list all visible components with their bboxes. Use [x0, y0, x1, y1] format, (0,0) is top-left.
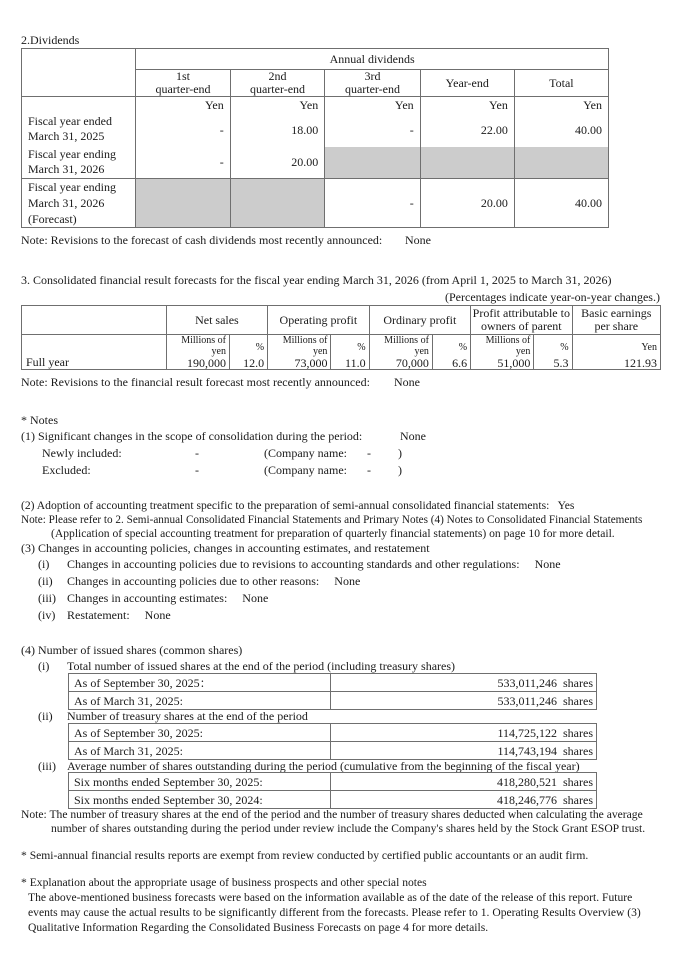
profit-attributable-cell: Millions of yen 51,000	[471, 335, 534, 370]
table-row	[69, 773, 597, 791]
item3-sub1-num: (i)	[38, 557, 50, 571]
forecast-year-end: 20.00	[420, 179, 514, 228]
excluded-value: -	[195, 463, 199, 477]
forecast-q3: -	[325, 179, 420, 228]
col-net-sales: Net sales	[166, 306, 267, 335]
excluded-company-label: (Company name:	[264, 463, 347, 477]
forecast-corner-cell	[22, 306, 167, 335]
shares-group1-num: (i)	[38, 659, 50, 673]
item3-sub2-value: None	[334, 574, 361, 588]
shares-row-value: 418,246,776 shares	[331, 791, 597, 809]
table-row	[69, 692, 597, 710]
dividends-heading: 2.Dividends	[21, 33, 80, 47]
excluded-company-value: -	[367, 463, 371, 477]
shares-note-1: Note: The number of treasury shares at the end of the period and the number of treasury shares deducted when calculating the average	[21, 808, 643, 821]
shares-group2-table	[68, 723, 597, 760]
table-row	[69, 742, 597, 760]
fy2025-year-end: 22.00	[420, 115, 514, 147]
col-header-total: Total	[514, 70, 608, 97]
shares-group3-table	[68, 772, 597, 809]
fy2026-year-end-blank	[420, 147, 514, 179]
shares-row-value: 418,280,521 shares	[331, 773, 597, 791]
shares-group3-title: Average number of shares outstanding during the period (cumulative from the beginning of the fiscal year)	[67, 759, 580, 773]
shares-row-label: As of September 30, 2025：	[69, 674, 331, 692]
notes-item1: (1) Significant changes in the scope of consolidation during the period:	[21, 429, 363, 443]
newly-included-company-close: )	[398, 446, 402, 460]
dividends-note: Note: Revisions to the forecast of cash dividends most recently announced:	[21, 233, 383, 247]
fy2025-q2: 18.00	[230, 115, 325, 147]
shares-group1-title: Total number of issued shares at the end of the period (including treasury shares)	[67, 659, 456, 673]
operating-profit-cell: Millions of yen 73,000	[268, 335, 331, 370]
dividends-table	[21, 48, 609, 228]
newly-included-value: -	[195, 446, 199, 460]
shares-group3-num: (iii)	[38, 759, 56, 773]
excluded-label: Excluded:	[42, 463, 91, 477]
col-eps: Basic earnings per share	[572, 306, 660, 335]
item3-sub1: Changes in accounting policies due to revisions to accounting standards and other regulations: None	[67, 557, 561, 571]
col-header-q1: 1st quarter-end	[136, 70, 231, 97]
fy2025-total: 40.00	[514, 115, 608, 147]
notes-heading: * Notes	[21, 413, 58, 427]
forecast-q1-blank	[136, 179, 231, 228]
shares-row-label: As of September 30, 2025:	[69, 724, 331, 742]
item3-sub4: Restatement: None	[67, 608, 171, 622]
unit-q1: Yen	[136, 97, 231, 115]
ordinary-profit-pct-cell: % 6.6	[432, 335, 470, 370]
shares-row-value: 114,743,194 shares	[331, 742, 597, 760]
item3-sub4-num: (iv)	[38, 608, 56, 622]
explanation-heading: * Explanation about the appropriate usage of business prospects and other special notes	[21, 876, 427, 889]
shares-row-value: 533,011,246 shares	[331, 674, 597, 692]
shares-row-value: 114,725,122 shares	[331, 724, 597, 742]
fy2026-q3-blank	[325, 147, 420, 179]
col-operating-profit: Operating profit	[268, 306, 369, 335]
explanation-line-3: Qualitative Information Regarding the Consolidated Business Forecasts on page 4 for more details.	[28, 921, 489, 934]
item3-sub3: Changes in accounting estimates: None	[67, 591, 269, 605]
dividends-corner-cell	[22, 49, 136, 97]
eps-cell: Yen 121.93	[572, 335, 660, 370]
annual-dividends-header: Annual dividends	[136, 49, 609, 70]
shares-group2-title: Number of treasury shares at the end of the period	[67, 709, 308, 723]
explanation-line-2: events may cause the actual results to be significantly different from the forecasts. Please refer to 1. Operating Results Overview (3)	[28, 906, 641, 919]
table-row	[69, 674, 597, 692]
item3-sub1-value: None	[534, 557, 561, 571]
unit-total: Yen	[514, 97, 608, 115]
item3-sub3-value: None	[242, 591, 269, 605]
review-note: * Semi-annual financial results reports are exempt from review conducted by certified public accountants or an audit firm.	[21, 849, 589, 862]
fy2025-q3: -	[325, 115, 420, 147]
col-ordinary-profit: Ordinary profit	[369, 306, 470, 335]
newly-included-company-label: (Company name:	[264, 446, 347, 460]
shares-group2-num: (ii)	[38, 709, 53, 723]
shares-row-label: Six months ended September 30, 2025:	[69, 773, 331, 791]
row-label-fy2026-forecast: Fiscal year ending March 31, 2026 (Forecast)	[22, 179, 136, 228]
forecast-subheading: (Percentages indicate year-on-year changes.)	[445, 290, 660, 304]
shares-note-2: number of shares outstanding during the period under review include the Company's shares held by the Stock Grant ESOP trust.	[51, 822, 646, 835]
notes-item2-value: Yes	[557, 499, 575, 512]
col-profit-attributable: Profit attributable to owners of parent	[471, 306, 572, 335]
unit-year-end: Yen	[420, 97, 514, 115]
operating-profit-pct-cell: % 11.0	[331, 335, 369, 370]
forecast-table	[21, 305, 661, 370]
shares-row-label: Six months ended September 30, 2024:	[69, 791, 331, 809]
fy2026-q2: 20.00	[230, 147, 325, 179]
newly-included-label: Newly included:	[42, 446, 122, 460]
net-sales-pct-cell: % 12.0	[229, 335, 267, 370]
row-label-full-year: Full year	[22, 335, 167, 370]
notes-item3: (3) Changes in accounting policies, changes in accounting estimates, and restatement	[21, 541, 430, 555]
forecast-total: 40.00	[514, 179, 608, 228]
shares-group1-table	[68, 673, 597, 710]
newly-included-company-value: -	[367, 446, 371, 460]
unit-q2: Yen	[230, 97, 325, 115]
item3-sub2-num: (ii)	[38, 574, 53, 588]
profit-attributable-pct-cell: % 5.3	[534, 335, 572, 370]
shares-row-label: As of March 31, 2025:	[69, 742, 331, 760]
col-header-q3: 3rd quarter-end	[325, 70, 420, 97]
dividends-note-value: None	[405, 233, 431, 247]
row-label-fy2025: Fiscal year ended March 31, 2025	[28, 114, 112, 143]
fy2026-total-blank	[514, 147, 608, 179]
shares-row-label: As of March 31, 2025:	[69, 692, 331, 710]
col-header-q2: 2nd quarter-end	[230, 70, 325, 97]
item3-sub2: Changes in accounting policies due to other reasons: None	[67, 574, 361, 588]
unit-q3: Yen	[325, 97, 420, 115]
explanation-line-1: The above-mentioned business forecasts were based on the information available as of the date of the release of this report. Future	[28, 891, 633, 904]
net-sales-cell: Millions of yen 190,000	[166, 335, 229, 370]
item3-sub4-value: None	[144, 608, 171, 622]
shares-row-value: 533,011,246 shares	[331, 692, 597, 710]
item3-sub3-num: (iii)	[38, 591, 56, 605]
forecast-heading: 3. Consolidated financial result forecasts for the fiscal year ending March 31, 2026 (from April 1, 2025 to March 31, 2026)	[21, 273, 612, 287]
ordinary-profit-cell: Millions of yen 70,000	[369, 335, 432, 370]
row-label-fy2026: Fiscal year ending March 31, 2026	[28, 147, 116, 176]
col-header-year-end: Year-end	[420, 70, 514, 97]
notes-item2: (2) Adoption of accounting treatment specific to the preparation of semi-annual consolidated financial statements: Yes	[21, 499, 575, 512]
forecast-note: Note: Revisions to the financial result forecast most recently announced:	[21, 375, 370, 389]
notes-item2-note-1: Note: Please refer to 2. Semi-annual Consolidated Financial Statements and Primary Notes (4) Notes to Consolidated Financial Statements	[21, 514, 643, 526]
table-row	[69, 724, 597, 742]
fy2026-q1: -	[136, 147, 231, 179]
notes-item1-value: None	[400, 429, 426, 443]
forecast-q2-blank	[230, 179, 325, 228]
excluded-company-close: )	[398, 463, 402, 477]
table-row	[69, 791, 597, 809]
notes-item2-note-2: (Application of special accounting treatment for preparation of quarterly financial statements) on page 10 for more detail.	[51, 527, 615, 540]
dividends-row-labels	[22, 97, 136, 179]
notes-item4: (4) Number of issued shares (common shares)	[21, 643, 243, 657]
fy2025-q1: -	[136, 115, 231, 147]
forecast-note-value: None	[394, 375, 420, 389]
